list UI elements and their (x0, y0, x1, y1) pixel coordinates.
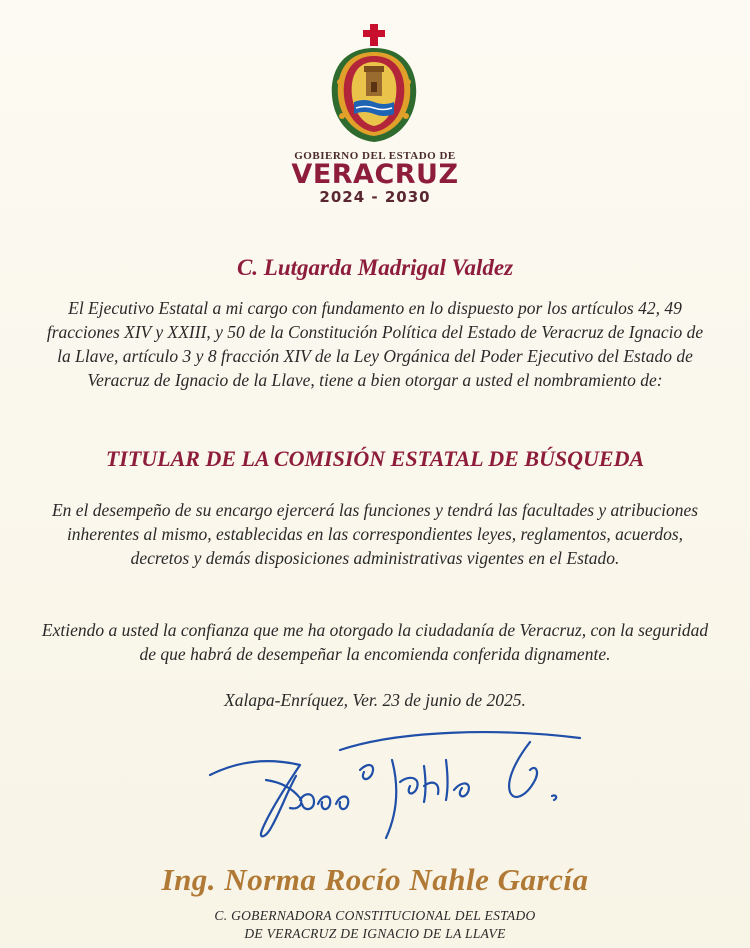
duties-paragraph: En el desempeño de su encargo ejercerá las funciones y tendrá las facultades y atribuciones inherentes al mismo, establecidas en las correspondientes leyes, reglamentos, acuerdos, decretos y demás disposiciones administrativas vigentes en el Estado. (51, 500, 699, 568)
trust-paragraph: Extiendo a usted la confianza que me ha otorgado la ciudadanía de Veracruz, con la seguridad de que habrá de desempeñar la encomienda conferida dignamente. (41, 620, 709, 664)
government-period: 2024 - 2030 (319, 188, 431, 206)
place-and-date: Xalapa-Enríquez, Ver. 23 de junio de 2025. (224, 690, 526, 710)
signer-name: Ing. Norma Rocío Nahle García (161, 862, 589, 897)
government-label: GOBIERNO DEL ESTADO DE (294, 150, 456, 162)
state-coat-of-arms-icon (322, 22, 426, 148)
signer-title-line-2: DE VERACRUZ DE IGNACIO DE LA LLAVE (244, 926, 506, 941)
recipient-name: C. Lutgarda Madrigal Valdez (236, 255, 514, 280)
appointment-title: TITULAR DE LA COMISIÓN ESTATAL DE BÚSQUEDA (105, 446, 645, 471)
legal-basis-paragraph: El Ejecutivo Estatal a mi cargo con fundamento en lo dispuesto por los artículos 42, 49 fracciones XIV y XXIII, y 50 de la Constitución Política del Estado de Veracruz de Ignacio de la Llave, artículo 3 y 8 fracción XIV de la Ley Orgánica del Poder Ejecutivo del Estado de Veracruz de Ignacio de la Llave, tiene a bien otorgar a usted el nombramiento de: (46, 298, 704, 390)
signer-title-line-1: C. GOBERNADORA CONSTITUCIONAL DEL ESTADO (214, 908, 536, 923)
handwritten-signature (200, 720, 600, 850)
state-name: VERACRUZ (291, 159, 459, 190)
